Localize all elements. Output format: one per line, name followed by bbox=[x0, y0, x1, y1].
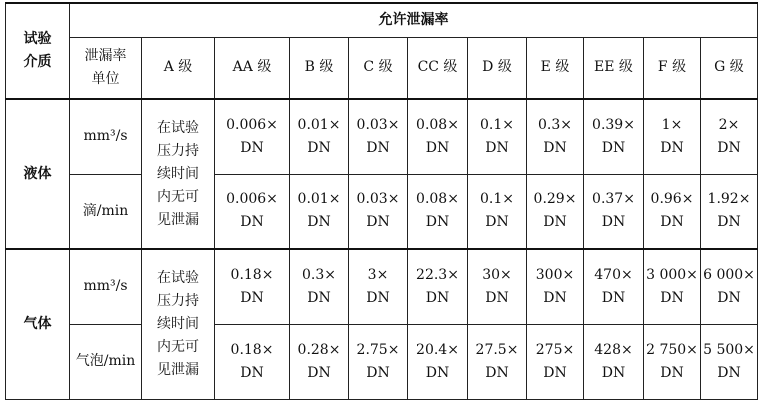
leak-rate-value: 6 000× DN bbox=[701, 249, 758, 324]
leak-rate-value: 20.4× DN bbox=[408, 324, 468, 399]
leak-rate-value: 2.75× DN bbox=[349, 324, 408, 399]
leak-rate-value: 0.37× DN bbox=[584, 174, 644, 249]
leak-rate-value: 1× DN bbox=[644, 99, 701, 174]
medium-cell: 液体 bbox=[6, 99, 70, 249]
allowed-leak-rate-header: 允许泄漏率 bbox=[70, 3, 758, 37]
leak-rate-value: 30× DN bbox=[468, 249, 527, 324]
grade-header: D 级 bbox=[468, 37, 527, 99]
leak-rate-value: 27.5× DN bbox=[468, 324, 527, 399]
leak-rate-value: 0.18× DN bbox=[215, 249, 290, 324]
leak-rate-value: 22.3× DN bbox=[408, 249, 468, 324]
unit-cell: mm³/s bbox=[70, 99, 142, 174]
table-row bbox=[6, 249, 758, 324]
grade-header: CC 级 bbox=[408, 37, 468, 99]
a-grade-cell: 在试验 压力持 续时间 内无可 见泄漏 bbox=[142, 99, 215, 249]
leak-rate-value: 470× DN bbox=[584, 249, 644, 324]
leak-rate-value: 0.03× DN bbox=[349, 174, 408, 249]
leak-rate-value: 0.01× DN bbox=[290, 174, 349, 249]
grade-header: C 级 bbox=[349, 37, 408, 99]
leak-rate-value: 275× DN bbox=[527, 324, 584, 399]
leak-rate-value: 3× DN bbox=[349, 249, 408, 324]
grade-header: EE 级 bbox=[584, 37, 644, 99]
leak-rate-value: 1.92× DN bbox=[701, 174, 758, 249]
leak-rate-value: 0.08× DN bbox=[408, 99, 468, 174]
leak-rate-value: 0.1× DN bbox=[468, 174, 527, 249]
leak-rate-value: 0.03× DN bbox=[349, 99, 408, 174]
grade-header: AA 级 bbox=[215, 37, 290, 99]
leak-rate-table bbox=[5, 2, 758, 400]
unit-cell: 滴/min bbox=[70, 174, 142, 249]
table-row bbox=[6, 99, 758, 174]
leak-rate-value: 0.3× DN bbox=[290, 249, 349, 324]
leak-rate-value: 2 750× DN bbox=[644, 324, 701, 399]
leak-rate-value: 0.1× DN bbox=[468, 99, 527, 174]
leak-rate-value: 0.006× DN bbox=[215, 99, 290, 174]
medium-header: 试验 介质 bbox=[6, 3, 70, 99]
unit-cell: mm³/s bbox=[70, 249, 142, 324]
leak-rate-value: 3 000× DN bbox=[644, 249, 701, 324]
grade-header: B 级 bbox=[290, 37, 349, 99]
leak-rate-value: 0.39× DN bbox=[584, 99, 644, 174]
leak-rate-value: 300× DN bbox=[527, 249, 584, 324]
leak-rate-value: 0.3× DN bbox=[527, 99, 584, 174]
medium-cell: 气体 bbox=[6, 249, 70, 399]
leak-rate-value: 0.08× DN bbox=[408, 174, 468, 249]
leak-rate-unit-header: 泄漏率 单位 bbox=[70, 37, 142, 99]
table-row bbox=[6, 324, 758, 399]
a-grade-cell: 在试验 压力持 续时间 内无可 见泄漏 bbox=[142, 249, 215, 399]
grade-header: E 级 bbox=[527, 37, 584, 99]
grade-header: G 级 bbox=[701, 37, 758, 99]
leak-rate-value: 428× DN bbox=[584, 324, 644, 399]
leak-rate-value: 0.006× DN bbox=[215, 174, 290, 249]
leak-rate-value: 0.01× DN bbox=[290, 99, 349, 174]
leak-rate-value: 0.28× DN bbox=[290, 324, 349, 399]
table-row bbox=[6, 174, 758, 249]
leak-rate-value: 0.96× DN bbox=[644, 174, 701, 249]
leak-rate-value: 5 500× DN bbox=[701, 324, 758, 399]
grade-header: A 级 bbox=[142, 37, 215, 99]
unit-cell: 气泡/min bbox=[70, 324, 142, 399]
grade-header: F 级 bbox=[644, 37, 701, 99]
leak-rate-value: 0.18× DN bbox=[215, 324, 290, 399]
leak-rate-value: 0.29× DN bbox=[527, 174, 584, 249]
leak-rate-value: 2× DN bbox=[701, 99, 758, 174]
